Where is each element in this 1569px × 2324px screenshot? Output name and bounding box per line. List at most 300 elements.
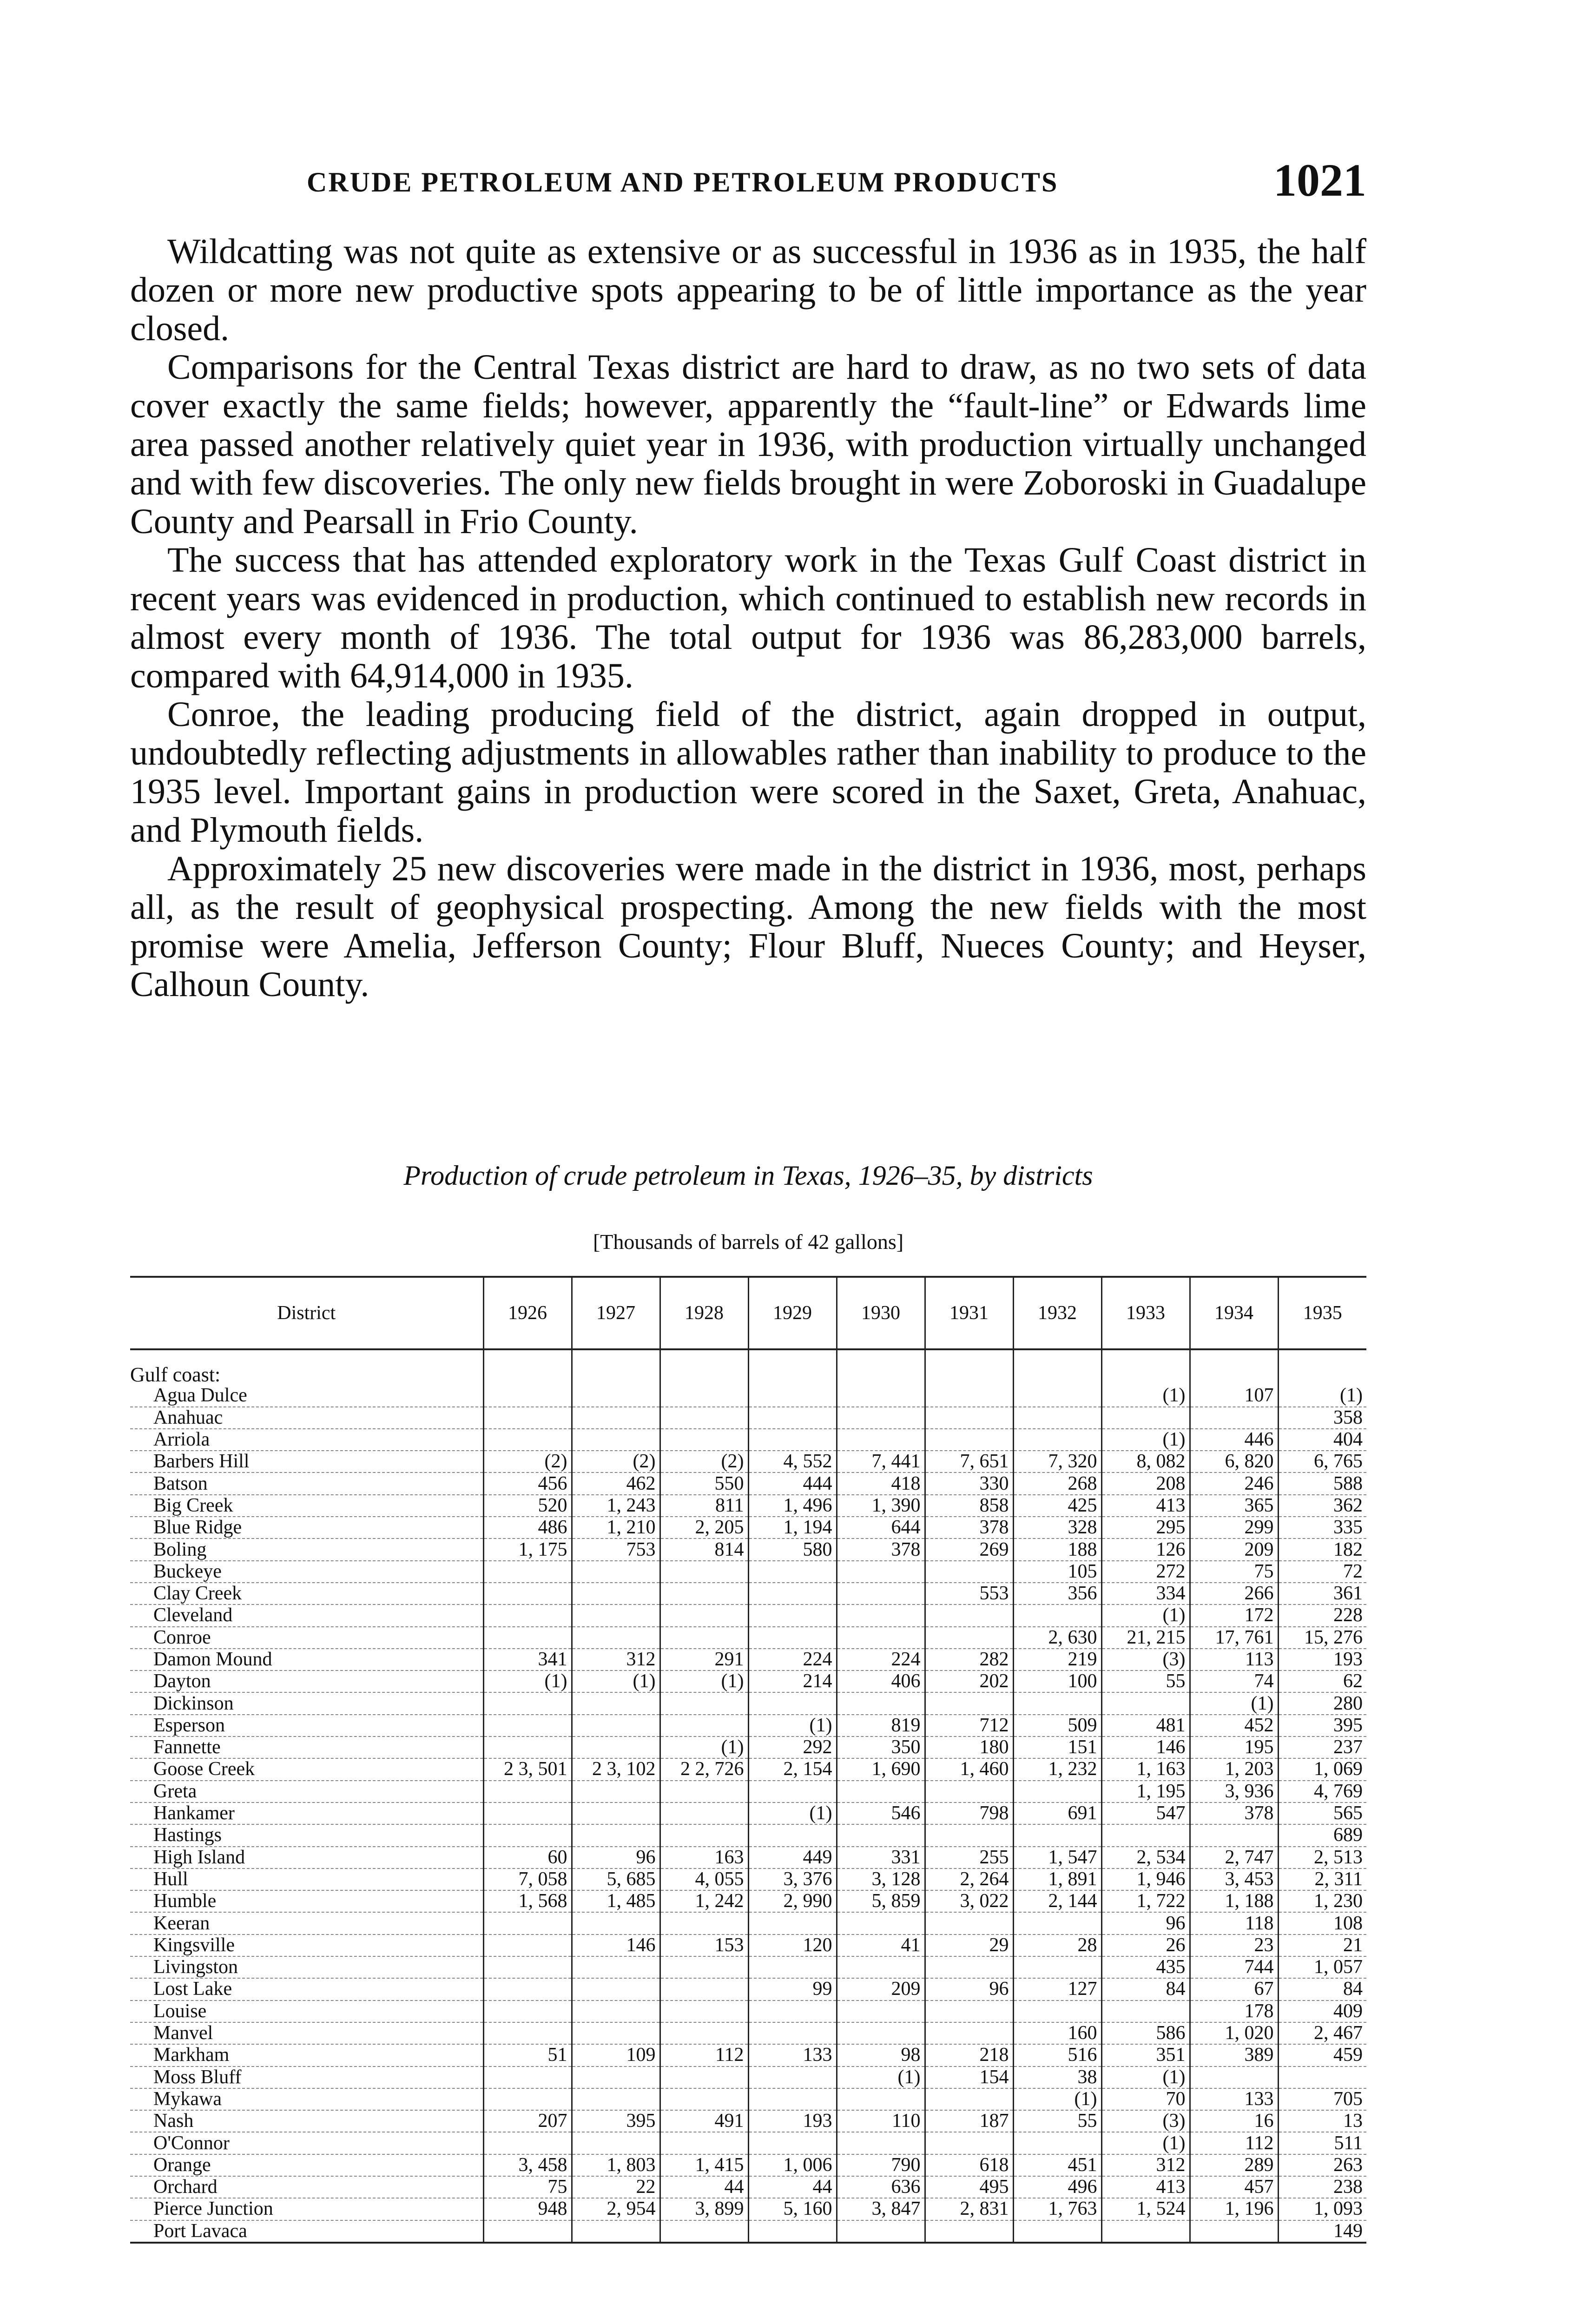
production-value-cell: 1, 203 — [1190, 1758, 1278, 1780]
production-value-cell: 3, 376 — [748, 1868, 837, 1890]
production-value-cell — [483, 1385, 572, 1406]
production-value-cell: 1, 020 — [1190, 2022, 1278, 2044]
district-name-cell: Agua Dulce — [130, 1385, 483, 1406]
production-value-cell — [572, 1715, 660, 1736]
production-value-cell: 586 — [1101, 2022, 1190, 2044]
production-value-cell — [837, 1583, 925, 1604]
production-value-cell: 618 — [925, 2154, 1013, 2176]
production-value-cell: 1, 891 — [1013, 1868, 1101, 1890]
production-value-cell: (1) — [1190, 1692, 1278, 1714]
district-name-cell: Humble — [130, 1890, 483, 1912]
district-name-cell: Anahuac — [130, 1407, 483, 1429]
production-value-cell: 7, 651 — [925, 1451, 1013, 1472]
production-value-cell: (1) — [1013, 2088, 1101, 2110]
production-value-cell: 237 — [1278, 1736, 1366, 1758]
production-value-cell — [837, 2088, 925, 2110]
production-value-cell: 268 — [1013, 1472, 1101, 1494]
production-value-cell: 67 — [1190, 1978, 1278, 2000]
table-row — [130, 1407, 1366, 1429]
production-value-cell — [660, 2220, 748, 2243]
district-name-cell: Livingston — [130, 1956, 483, 1978]
production-value-cell: 2 3, 102 — [572, 1758, 660, 1780]
production-value-cell — [837, 1407, 925, 1429]
production-value-cell — [572, 1429, 660, 1451]
production-value-cell: (2) — [572, 1451, 660, 1472]
production-value-cell: 451 — [1013, 2154, 1101, 2176]
table-subcaption: [Thousands of barrels of 42 gallons] — [593, 1230, 904, 1254]
production-value-cell: 365 — [1190, 1495, 1278, 1517]
production-value-cell: 8, 082 — [1101, 1451, 1190, 1472]
table-row — [130, 1604, 1366, 1626]
production-value-cell: 269 — [925, 1538, 1013, 1560]
production-value-cell — [925, 1956, 1013, 1978]
table-row — [130, 1868, 1366, 1890]
production-value-cell: 5, 160 — [748, 2198, 837, 2220]
production-value-cell — [748, 1604, 837, 1626]
production-value-cell: 180 — [925, 1736, 1013, 1758]
production-value-cell — [925, 1385, 1013, 1406]
production-value-cell — [748, 2000, 837, 2022]
table-header-row — [130, 1277, 1366, 1349]
production-value-cell — [1101, 2000, 1190, 2022]
production-value-cell — [837, 2000, 925, 2022]
production-value-cell — [748, 2088, 837, 2110]
production-value-cell: 362 — [1278, 1495, 1366, 1517]
production-value-cell: 193 — [1278, 1649, 1366, 1670]
production-value-cell: 238 — [1278, 2176, 1366, 2198]
production-value-cell: 99 — [748, 1978, 837, 2000]
production-value-cell — [572, 1385, 660, 1406]
production-value-cell: 280 — [1278, 1692, 1366, 1714]
column-header-year: 1932 — [1013, 1277, 1101, 1349]
production-value-cell: 588 — [1278, 1472, 1366, 1494]
production-value-cell — [483, 1934, 572, 1956]
production-value-cell — [837, 2220, 925, 2243]
production-value-cell: 413 — [1101, 1495, 1190, 1517]
production-value-cell: 7, 320 — [1013, 1451, 1101, 1472]
production-value-cell: 413 — [1101, 2176, 1190, 2198]
production-value-cell: 2, 154 — [748, 1758, 837, 1780]
production-value-cell: 108 — [1278, 1912, 1366, 1934]
production-value-cell: 60 — [483, 1847, 572, 1868]
production-value-cell: 202 — [925, 1670, 1013, 1692]
production-value-cell: 350 — [837, 1736, 925, 1758]
production-value-cell — [837, 1627, 925, 1649]
production-value-cell: (3) — [1101, 2110, 1190, 2132]
production-value-cell: 21, 215 — [1101, 1627, 1190, 1649]
production-value-cell: 459 — [1278, 2044, 1366, 2066]
production-value-cell: 84 — [1278, 1978, 1366, 2000]
production-value-cell — [748, 1824, 837, 1846]
group-label: Gulf coast: — [130, 1363, 221, 1386]
production-value-cell: 6, 765 — [1278, 1451, 1366, 1472]
production-value-cell: 1, 195 — [1101, 1781, 1190, 1802]
table-row — [130, 1495, 1366, 1517]
district-name-cell: Fannette — [130, 1736, 483, 1758]
production-value-cell — [483, 1561, 572, 1583]
production-value-cell — [1101, 1407, 1190, 1429]
district-name-cell: Pierce Junction — [130, 2198, 483, 2220]
table-row — [130, 1802, 1366, 1824]
production-value-cell — [572, 1781, 660, 1802]
production-value-cell — [572, 2000, 660, 2022]
production-value-cell: 5, 859 — [837, 1890, 925, 1912]
table-row — [130, 1670, 1366, 1692]
production-value-cell — [572, 2022, 660, 2044]
production-value-cell: 146 — [572, 1934, 660, 1956]
production-value-cell: 753 — [572, 1538, 660, 1560]
production-value-cell: 299 — [1190, 1517, 1278, 1538]
district-name-cell: Louise — [130, 2000, 483, 2022]
paragraph-conroe: Conroe, the leading producing field of the district, again dropped in output, undoubtedly reflecting adjustments in allowables rather than inability to produce to the 1935 level. Important gains in production were scored in the Saxet, Greta, Anahuac, and Plymouth fields. — [130, 695, 1366, 850]
production-value-cell — [572, 1561, 660, 1583]
production-value-cell: 209 — [837, 1978, 925, 2000]
production-value-cell: 182 — [1278, 1538, 1366, 1560]
production-value-cell — [748, 1627, 837, 1649]
production-value-cell: 1, 690 — [837, 1758, 925, 1780]
production-value-cell — [925, 1824, 1013, 1846]
production-value-cell — [483, 2022, 572, 2044]
table-row — [130, 2044, 1366, 2066]
production-value-cell — [925, 2000, 1013, 2022]
production-value-cell: 187 — [925, 2110, 1013, 2132]
running-title: CRUDE PETROLEUM AND PETROLEUM PRODUCTS — [307, 167, 1059, 198]
production-value-cell: 546 — [837, 1802, 925, 1824]
production-value-cell — [660, 1956, 748, 1978]
production-value-cell — [483, 2088, 572, 2110]
production-value-cell: 3, 899 — [660, 2198, 748, 2220]
district-name-cell: Mykawa — [130, 2088, 483, 2110]
production-value-cell: 1, 242 — [660, 1890, 748, 1912]
group-row — [130, 1349, 1366, 1385]
production-value-cell — [1013, 1385, 1101, 1406]
production-value-cell — [748, 2132, 837, 2154]
production-value-cell: 312 — [572, 1649, 660, 1670]
production-value-cell — [572, 2220, 660, 2243]
production-value-cell — [748, 1781, 837, 1802]
body-text — [130, 232, 1366, 1004]
production-value-cell: (1) — [1101, 2132, 1190, 2154]
table-row — [130, 1824, 1366, 1846]
production-value-cell: 1, 524 — [1101, 2198, 1190, 2220]
production-value-cell: 2 3, 501 — [483, 1758, 572, 1780]
production-value-cell — [483, 1824, 572, 1846]
production-value-cell: 2, 630 — [1013, 1627, 1101, 1649]
district-name-cell: Greta — [130, 1781, 483, 1802]
district-name-cell: Moss Bluff — [130, 2067, 483, 2088]
column-header-year: 1930 — [837, 1277, 925, 1349]
production-value-cell — [925, 1429, 1013, 1451]
production-value-cell: 178 — [1190, 2000, 1278, 2022]
production-value-cell: 425 — [1013, 1495, 1101, 1517]
production-value-cell — [572, 1604, 660, 1626]
production-value-cell: 72 — [1278, 1561, 1366, 1583]
table-row — [130, 1934, 1366, 1956]
production-value-cell: (1) — [1278, 1385, 1366, 1406]
production-value-cell — [837, 2132, 925, 2154]
production-value-cell: 51 — [483, 2044, 572, 2066]
production-value-cell — [1013, 2000, 1101, 2022]
district-name-cell: Kingsville — [130, 1934, 483, 1956]
district-name-cell: Conroe — [130, 1627, 483, 1649]
production-value-cell: 2, 205 — [660, 1517, 748, 1538]
production-value-cell — [483, 2132, 572, 2154]
production-value-cell: 38 — [1013, 2067, 1101, 2088]
production-value-cell — [1013, 1407, 1101, 1429]
production-value-cell: 2, 747 — [1190, 1847, 1278, 1868]
production-value-cell: 246 — [1190, 1472, 1278, 1494]
production-value-cell: 146 — [1101, 1736, 1190, 1758]
production-value-cell — [837, 1604, 925, 1626]
production-value-cell — [837, 1561, 925, 1583]
production-value-cell — [483, 1692, 572, 1714]
production-value-cell: 7, 058 — [483, 1868, 572, 1890]
production-value-cell: 331 — [837, 1847, 925, 1868]
production-value-cell: 1, 188 — [1190, 1890, 1278, 1912]
production-value-cell — [1013, 1781, 1101, 1802]
table-row — [130, 1912, 1366, 1934]
production-value-cell: 328 — [1013, 1517, 1101, 1538]
table-row — [130, 2154, 1366, 2176]
production-value-cell — [660, 2088, 748, 2110]
production-value-cell — [748, 2067, 837, 2088]
production-value-cell — [748, 2022, 837, 2044]
production-value-cell: 553 — [925, 1583, 1013, 1604]
production-value-cell: 218 — [925, 2044, 1013, 2066]
production-value-cell — [483, 2220, 572, 2243]
production-value-cell: 550 — [660, 1472, 748, 1494]
production-value-cell: 6, 820 — [1190, 1451, 1278, 1472]
district-name-cell: Damon Mound — [130, 1649, 483, 1670]
production-value-cell — [660, 1561, 748, 1583]
production-value-cell: 2, 954 — [572, 2198, 660, 2220]
production-value-cell: 96 — [925, 1978, 1013, 2000]
production-value-cell — [483, 2000, 572, 2022]
production-value-cell: 163 — [660, 1847, 748, 1868]
production-value-cell — [1101, 1824, 1190, 1846]
production-value-cell — [660, 1824, 748, 1846]
table-row — [130, 1715, 1366, 1736]
district-name-cell: Manvel — [130, 2022, 483, 2044]
production-value-cell: 219 — [1013, 1649, 1101, 1670]
production-value-cell: 7, 441 — [837, 1451, 925, 1472]
production-value-cell: 691 — [1013, 1802, 1101, 1824]
production-value-cell: 1, 069 — [1278, 1758, 1366, 1780]
production-value-cell: 2 2, 726 — [660, 1758, 748, 1780]
production-value-cell — [483, 1802, 572, 1824]
production-value-cell: 409 — [1278, 2000, 1366, 2022]
column-header-year: 1927 — [572, 1277, 660, 1349]
district-name-cell: Clay Creek — [130, 1583, 483, 1604]
table-row — [130, 2110, 1366, 2132]
production-value-cell: 404 — [1278, 1429, 1366, 1451]
production-value-cell: 312 — [1101, 2154, 1190, 2176]
production-value-cell — [748, 1407, 837, 1429]
production-value-cell: 112 — [1190, 2132, 1278, 2154]
production-value-cell: 2, 467 — [1278, 2022, 1366, 2044]
production-value-cell: 1, 415 — [660, 2154, 748, 2176]
production-value-cell: 418 — [837, 1472, 925, 1494]
production-value-cell — [1013, 2132, 1101, 2154]
production-value-cell: 509 — [1013, 1715, 1101, 1736]
production-value-cell — [660, 1692, 748, 1714]
production-value-cell — [925, 2132, 1013, 2154]
production-value-cell: 1, 390 — [837, 1495, 925, 1517]
column-header-year: 1935 — [1278, 1277, 1366, 1349]
production-value-cell — [572, 1824, 660, 1846]
production-value-cell — [837, 2022, 925, 2044]
production-value-cell — [660, 1802, 748, 1824]
production-value-cell — [925, 2220, 1013, 2243]
production-value-cell: 712 — [925, 1715, 1013, 1736]
production-value-cell: 1, 946 — [1101, 1868, 1190, 1890]
production-value-cell: 798 — [925, 1802, 1013, 1824]
production-value-cell: (1) — [572, 1670, 660, 1692]
production-value-cell: 644 — [837, 1517, 925, 1538]
district-name-cell: Blue Ridge — [130, 1517, 483, 1538]
district-name-cell: Esperson — [130, 1715, 483, 1736]
production-value-cell: 291 — [660, 1649, 748, 1670]
production-value-cell — [572, 2067, 660, 2088]
production-value-cell: 358 — [1278, 1407, 1366, 1429]
production-value-cell — [1190, 2067, 1278, 2088]
table-caption: Production of crude petroleum in Texas, 1926–35, by districts — [403, 1160, 1093, 1191]
production-value-cell: 1, 243 — [572, 1495, 660, 1517]
production-value-cell: 70 — [1101, 2088, 1190, 2110]
production-value-cell — [925, 1781, 1013, 1802]
production-value-cell: 154 — [925, 2067, 1013, 2088]
production-value-cell: 1, 803 — [572, 2154, 660, 2176]
production-value-cell: 1, 547 — [1013, 1847, 1101, 1868]
production-value-cell — [572, 1692, 660, 1714]
production-value-cell: 3, 458 — [483, 2154, 572, 2176]
production-value-cell: 295 — [1101, 1517, 1190, 1538]
district-name-cell: Orchard — [130, 2176, 483, 2198]
production-value-cell: 188 — [1013, 1538, 1101, 1560]
production-value-cell — [483, 1978, 572, 2000]
table-row — [130, 1978, 1366, 2000]
production-value-cell: 462 — [572, 1472, 660, 1494]
production-value-cell: 4, 055 — [660, 1868, 748, 1890]
column-header-year: 1934 — [1190, 1277, 1278, 1349]
production-value-cell — [660, 1978, 748, 2000]
table-row — [130, 1649, 1366, 1670]
production-value-cell — [837, 1385, 925, 1406]
production-value-cell — [572, 2132, 660, 2154]
production-value-cell: 75 — [483, 2176, 572, 2198]
production-value-cell — [483, 1912, 572, 1934]
table-row — [130, 2220, 1366, 2243]
production-value-cell — [837, 1912, 925, 1934]
production-value-cell: 446 — [1190, 1429, 1278, 1451]
production-value-cell — [572, 1978, 660, 2000]
production-value-cell: 41 — [837, 1934, 925, 1956]
production-value-cell: (1) — [1101, 2067, 1190, 2088]
production-value-cell: 13 — [1278, 2110, 1366, 2132]
production-value-cell: 457 — [1190, 2176, 1278, 2198]
production-value-cell — [660, 1781, 748, 1802]
district-name-cell: Arriola — [130, 1429, 483, 1451]
production-value-cell — [748, 2220, 837, 2243]
production-value-cell — [660, 2132, 748, 2154]
production-value-cell: 2, 990 — [748, 1890, 837, 1912]
production-value-cell: 1, 485 — [572, 1890, 660, 1912]
production-value-cell — [572, 1956, 660, 1978]
production-value-cell: 636 — [837, 2176, 925, 2198]
district-name-cell: Markham — [130, 2044, 483, 2066]
production-value-cell: 496 — [1013, 2176, 1101, 2198]
production-value-cell: (2) — [660, 1451, 748, 1472]
production-value-cell — [660, 2022, 748, 2044]
production-value-cell: 255 — [925, 1847, 1013, 1868]
table-row — [130, 1561, 1366, 1583]
production-value-cell: 2, 513 — [1278, 1847, 1366, 1868]
production-value-cell: 21 — [1278, 1934, 1366, 1956]
production-value-cell: 356 — [1013, 1583, 1101, 1604]
column-header-year: 1926 — [483, 1277, 572, 1349]
district-name-cell: Lost Lake — [130, 1978, 483, 2000]
production-value-cell: 3, 128 — [837, 1868, 925, 1890]
production-value-cell: 133 — [748, 2044, 837, 2066]
production-value-cell: 1, 496 — [748, 1495, 837, 1517]
production-value-cell — [1190, 2220, 1278, 2243]
page-header — [130, 153, 1366, 214]
district-name-cell: Goose Creek — [130, 1758, 483, 1780]
table-row — [130, 1429, 1366, 1451]
production-value-cell: 2, 311 — [1278, 1868, 1366, 1890]
production-value-cell — [1013, 1604, 1101, 1626]
production-value-cell: 511 — [1278, 2132, 1366, 2154]
paragraph-gulf-coast: The success that has attended exploratory work in the Texas Gulf Coast district in recent years was evidenced in production, which continued to establish new records in almost every month of 1936. The total output for 1936 was 86,283,000 barrels, compared with 64,914,000 in 1935. — [130, 541, 1366, 695]
production-value-cell: 481 — [1101, 1715, 1190, 1736]
table-row — [130, 1627, 1366, 1649]
production-value-cell: 292 — [748, 1736, 837, 1758]
production-value-cell: 16 — [1190, 2110, 1278, 2132]
production-value-cell: (1) — [660, 1736, 748, 1758]
table-row — [130, 1385, 1366, 1406]
production-value-cell — [837, 1824, 925, 1846]
district-name-cell: Dickinson — [130, 1692, 483, 1714]
production-value-cell: 193 — [748, 2110, 837, 2132]
table-row — [130, 2022, 1366, 2044]
production-value-cell — [1190, 1407, 1278, 1429]
production-value-cell: 100 — [1013, 1670, 1101, 1692]
production-value-cell — [837, 1956, 925, 1978]
production-value-cell: 341 — [483, 1649, 572, 1670]
table-row — [130, 2067, 1366, 2088]
production-value-cell: 4, 769 — [1278, 1781, 1366, 1802]
production-value-cell — [483, 1781, 572, 1802]
production-value-cell: 126 — [1101, 1538, 1190, 1560]
production-value-cell: 44 — [660, 2176, 748, 2198]
production-value-cell — [660, 1912, 748, 1934]
production-value-cell: 272 — [1101, 1561, 1190, 1583]
production-value-cell: 378 — [837, 1538, 925, 1560]
production-value-cell — [483, 1429, 572, 1451]
production-value-cell — [748, 1956, 837, 1978]
production-value-cell — [1013, 1429, 1101, 1451]
production-table — [130, 1276, 1366, 2244]
production-value-cell: 228 — [1278, 1604, 1366, 1626]
production-value-cell: 547 — [1101, 1802, 1190, 1824]
production-value-cell — [748, 1561, 837, 1583]
district-name-cell: Barbers Hill — [130, 1451, 483, 1472]
production-value-cell: 151 — [1013, 1736, 1101, 1758]
production-value-cell: 452 — [1190, 1715, 1278, 1736]
column-header-year: 1933 — [1101, 1277, 1190, 1349]
district-name-cell: Orange — [130, 2154, 483, 2176]
production-value-cell — [572, 2088, 660, 2110]
